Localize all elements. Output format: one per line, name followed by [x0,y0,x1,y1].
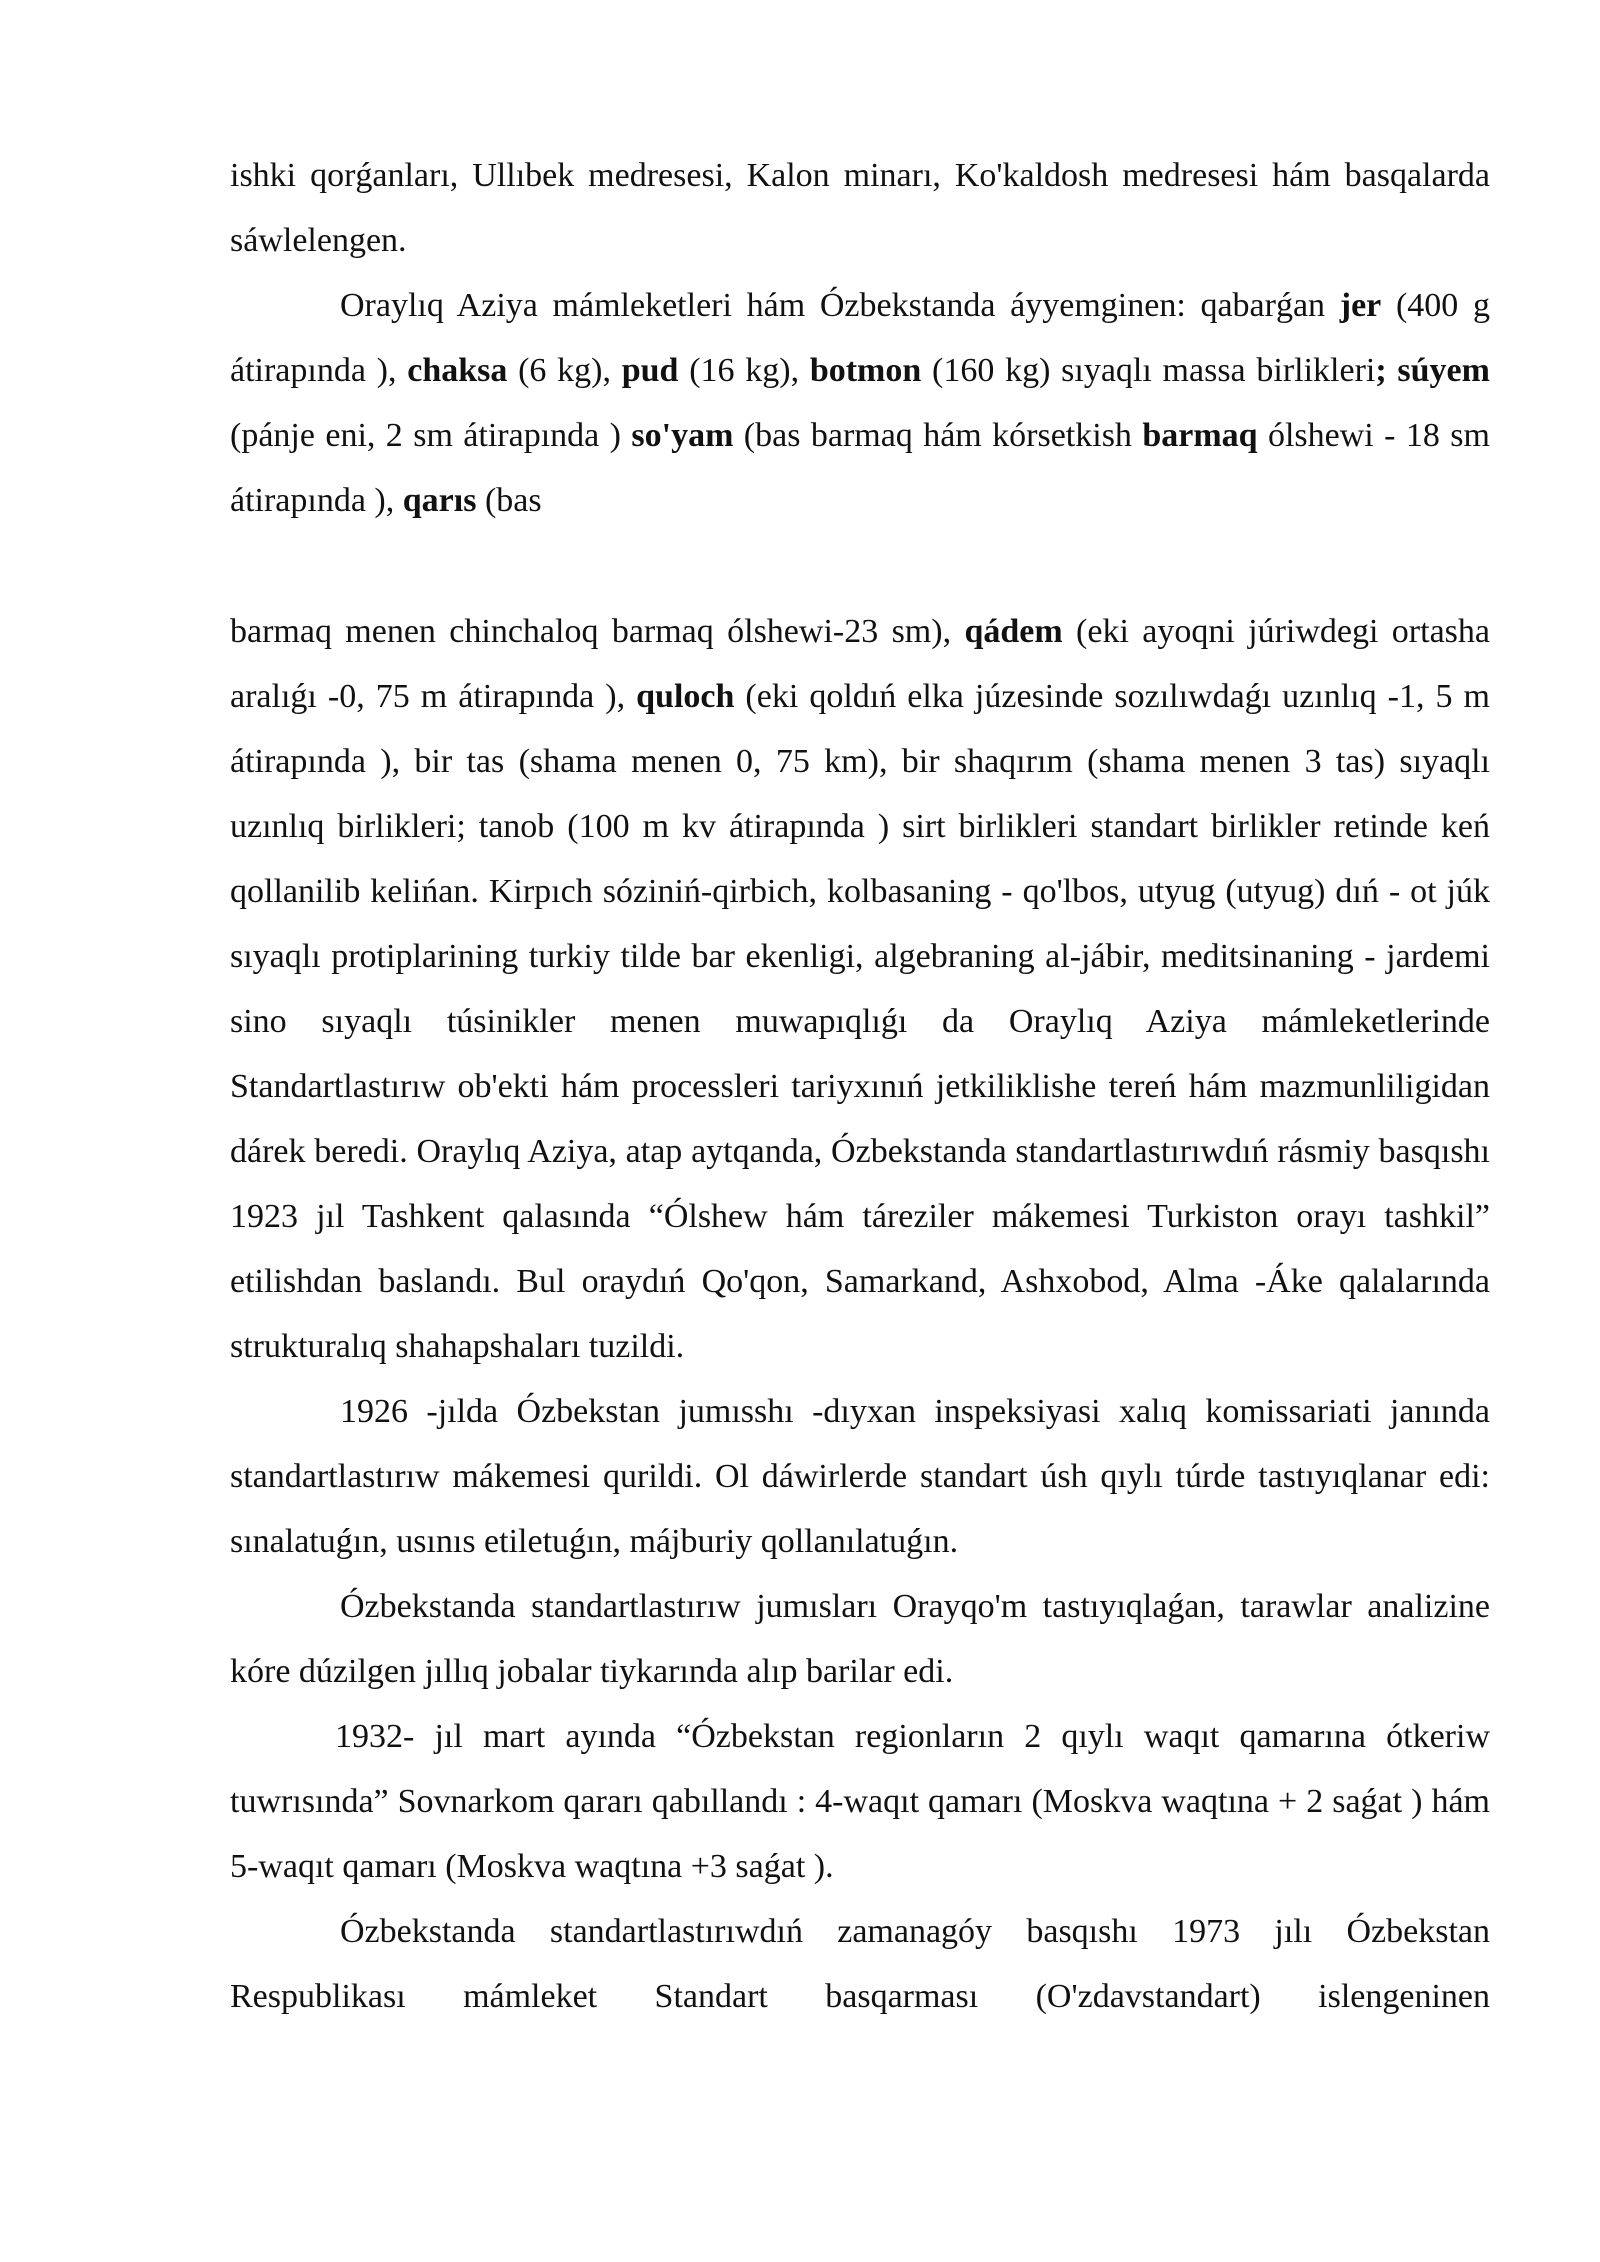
text-run: (400 g átirapında ), [230,287,1490,389]
text-run: ólshewi - 18 sm átirapında ), [230,417,1490,519]
term-jer: jer [1339,287,1382,324]
paragraph-orayqom: Ózbekstanda standartlastırıw jumısları Orayqo'm tastıyıqlaǵan, tarawlar analizine kóre dúzilgen jıllıq jobalar tiykarında alıp barilar edi. [230,1588,1490,1690]
text-block-top [230,143,1490,533]
term-soyam: so'yam [631,417,734,454]
text-run: (eki ayoqni júriwdegi ortasha aralıǵı -0, 75 m átirapında ), [230,613,1490,715]
paragraph-units-mass [230,273,1490,533]
term-barmaq: barmaq [1142,417,1258,454]
paragraph-1926: 1926 -jılda Ózbekstan jumısshı -dıyxan inspeksiyasi xalıq komissariati janında standartlastırıw mákemesi qurildi. Ol dáwirlerde standart úsh qıylı túrde tastıyıqlanar edi: sınalatuǵın, usınıs etiletuǵın, májburiy qollanılatuǵın. [230,1393,1490,1560]
text-run: (160 kg) sıyaqlı massa birlikleri [921,352,1376,389]
term-quloch: quloch [636,678,735,715]
paragraph-1932: 1932- jıl mart ayında “Ózbekstan regionların 2 qıylı waqıt qamarına ótkeriw tuwrısında” Sovnarkom qararı qabıllandı : 4-waqıt qamarı (Moskva waqtına + 2 saǵat ) hám 5-waqıt qamarı (Moskva waqtına +3 saǵat ). [230,1718,1490,1885]
text-run: barmaq menen chinchaloq barmaq ólshewi-23 sm), [230,613,965,650]
text-run: (bas [476,482,542,519]
term-chaksa: chaksa [407,352,508,389]
text-run: Oraylıq Aziya mámleketleri hám Ózbekstanda áyyemginen: qabarǵan [340,287,1340,324]
term-pud: pud [621,352,679,389]
text-block-main [230,599,1490,2029]
term-qaris: qarıs [402,482,477,519]
text-run: (6 kg), [507,352,622,389]
text-run: (pánje eni, 2 sm átirapında ) [230,417,632,454]
text-run: (16 kg), [678,352,810,389]
term-suyem: ; súyem [1375,352,1490,389]
text-run: (bas barmaq hám kórsetkish [733,417,1143,454]
paragraph-monuments: ishki qorǵanları, Ullıbek medresesi, Kalon minarı, Ko'kaldosh medresesi hám basqalarda sáwlelengen. [230,157,1490,259]
text-run: (eki qoldıń elka júzesinde sozılıwdaǵı uzınlıq -1, 5 m átirapında ), bir tas (shama menen 0, 75 km), bir shaqırım (shama menen 3 tas) sıyaqlı uzınlıq birlikleri; tanob (100 m kv átirapında ) sirt birlikleri standart birlikler retinde keń qollanilib kelińan. Kirpıch sóziniń-qirbich, kolbasaning - qo'lbos, utyug (utyug) dıń - ot júk sıyaqlı protiplarining turkiy tilde bar ekenligi, algebraning al-jábir, meditsinaning - jardemi sino sıyaqlı túsinikler menen muwapıqlıǵı da Oraylıq Aziya mámleketlerinde Standartlastırıw ob'ekti hám processleri tariyxınıń jetkiliklishe tereń hám mazmunliligidan dárek beredi. Oraylıq Aziya, atap aytqanda, Ózbekstanda standartlastırıwdıń rásmiy basqıshı 1923 jıl Tashkent qalasında “Ólshew hám táreziler mákemesi Turkiston orayı tashkil” etilishdan baslandı. Bul oraydıń Qo'qon, Samarkand, Ashxobod, Alma -Áke qalalarında strukturalıq shahapshaları tuzildi. [230,678,1490,1365]
paragraph-units-length [230,599,1490,1379]
term-qadem: qádem [964,613,1063,650]
term-botmon: botmon [809,352,922,389]
paragraph-1973: Ózbekstanda standartlastırıwdıń zamanagóy basqıshı 1973 jılı Ózbekstan Respublikası mámleket Standart basqarması (O'zdavstandart) islengeninen [230,1913,1490,2015]
